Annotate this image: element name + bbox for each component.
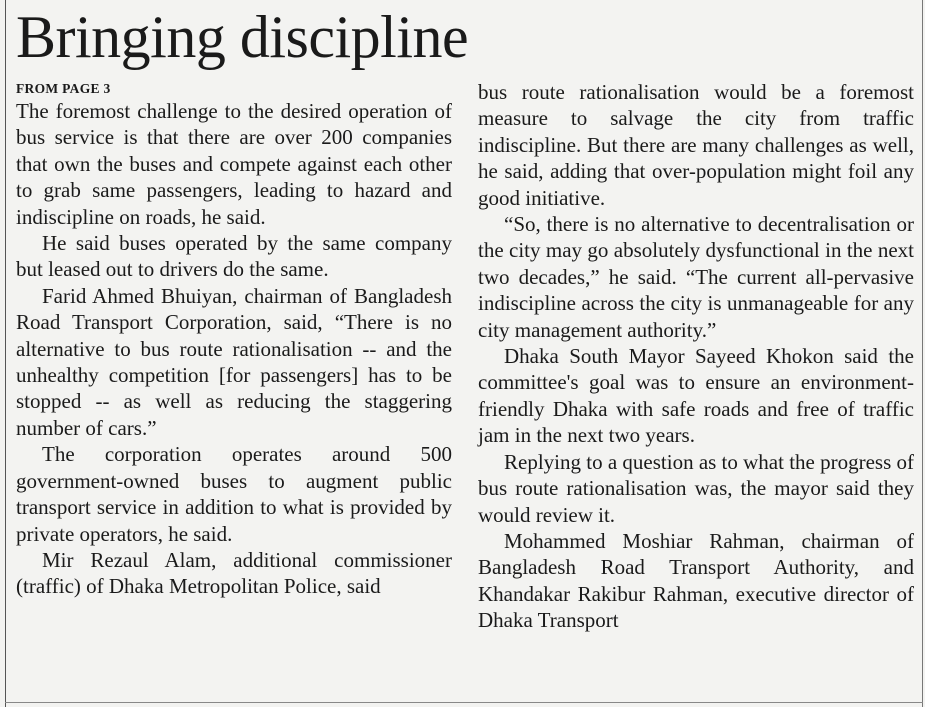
paragraph: The foremost challenge to the desired operation of bus service is that there are over 200 companies that own the buses and compete against each other to grab same passengers, leading to hazard and indiscipline on roads, he said. [16, 99, 452, 229]
headline: Bringing discipline [16, 4, 469, 70]
continued-from-label: FROM PAGE 3 [16, 81, 111, 96]
paragraph: “So, there is no alternative to decentralisation or the city may go absolutely dysfunctional in the next two decades,” he said. “The current all-pervasive indiscipline across the city is unmanageable for any city management authority.” [478, 212, 914, 342]
right-border-rule [922, 0, 923, 707]
paragraph: He said buses operated by the same company but leased out to drivers do the same. [16, 231, 452, 282]
paragraph: Dhaka South Mayor Sayeed Khokon said the committee's goal was to ensure an environment-friendly Dhaka with safe roads and free of traffic jam in the next two years. [478, 344, 914, 448]
left-column [16, 79, 452, 600]
paragraph: Mir Rezaul Alam, additional commissioner (traffic) of Dhaka Metropolitan Police, said [16, 547, 452, 599]
right-column [478, 79, 914, 634]
paragraph: Farid Ahmed Bhuiyan, chairman of Bangladesh Road Transport Corporation, said, “There is no alternative to bus route rationalisation -- and the unhealthy competition [for passengers] has to be stopped -- as well as reducing the staggering number of cars.” [16, 283, 452, 440]
paragraph: Replying to a question as to what the progress of bus route rationalisation was, the mayor said they would review it. [478, 449, 915, 527]
paragraph: Mohammed Moshiar Rahman, chairman of Bangladesh Road Transport Authority, and Khandakar Rakibur Rahman, executive director of Dhaka Transport [478, 528, 914, 633]
left-border-rule [5, 0, 6, 707]
bottom-border-rule [5, 702, 923, 703]
paragraph: The corporation operates around 500 government-owned buses to augment public transport service in addition to what is provided by private operators, he said. [16, 442, 452, 546]
paragraph: bus route rationalisation would be a foremost measure to salvage the city from traffic indiscipline. But there are many challenges as well, he said, adding that over-population might foil any good initiative. [478, 80, 914, 210]
